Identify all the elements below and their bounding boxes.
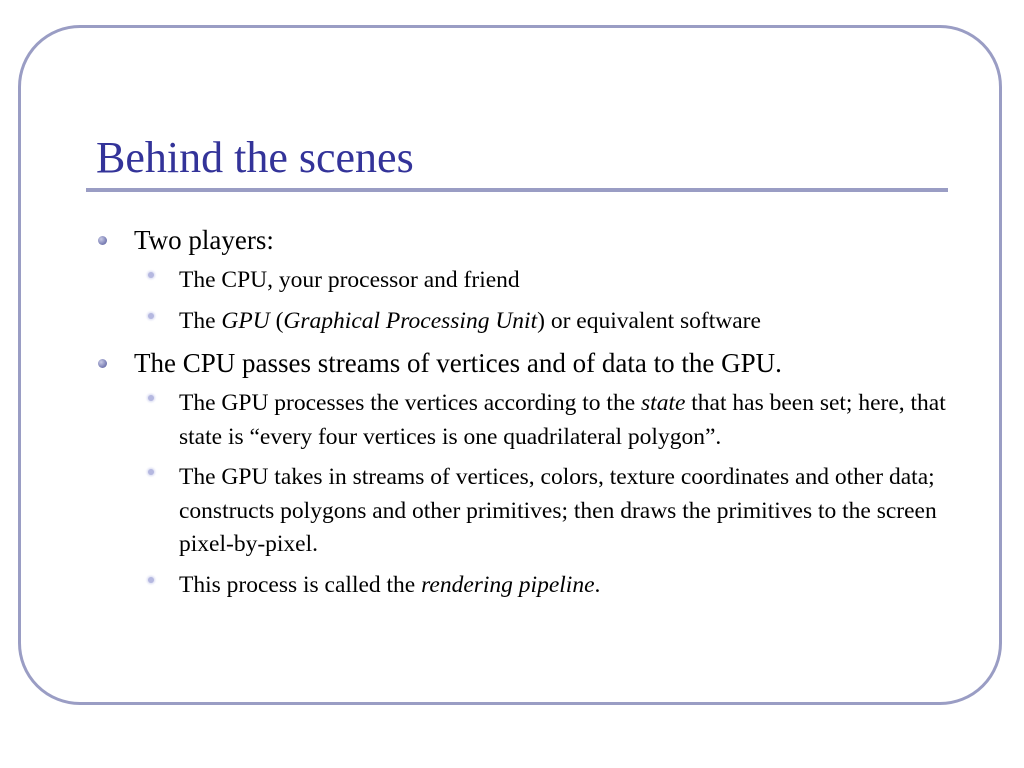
sub-bullet-rendering-pipeline xyxy=(96,569,949,603)
sub-bullet-cpu xyxy=(96,264,946,298)
sub-bullet-dot-icon xyxy=(148,313,154,319)
bullet-dot-icon xyxy=(98,236,107,245)
sub-bullet-dot-icon xyxy=(148,395,154,401)
state-term: state xyxy=(641,390,686,416)
title-underline xyxy=(86,188,948,192)
sub-bullet-text-pre: This process is called the xyxy=(179,571,422,598)
sub-bullet-gpu-processes xyxy=(96,387,949,454)
gpu-full-name: Graphical Processing Unit xyxy=(283,307,538,334)
sub-bullet-text-pre: The GPU processes the vertices according to the xyxy=(179,390,642,416)
bullet-list xyxy=(96,222,946,609)
sub-bullet-text: The GPU takes in streams of vertices, colors, texture coordinates and other data; constructs polygons and other primitives; then draws the primitives to the screen pixel-by-pixel. xyxy=(179,464,937,557)
gpu-term: GPU xyxy=(221,307,270,334)
bullet-text: The CPU passes streams of vertices and of data to the GPU. xyxy=(134,348,782,378)
sub-bullet-text-post: ) or equivalent software xyxy=(537,307,761,334)
sub-bullet-dot-icon xyxy=(148,469,154,475)
paren-open: ( xyxy=(269,307,284,334)
bullet-cpu-passes-streams xyxy=(96,345,946,381)
sub-bullet-dot-icon xyxy=(148,272,154,278)
sub-bullet-gpu-takes-in xyxy=(96,461,949,562)
bullet-two-players xyxy=(96,222,946,258)
bullet-dot-icon xyxy=(98,359,107,368)
sub-bullet-text-post: that has been set; here, that state is “every four vertices is one quadrilateral polygon”. xyxy=(179,390,946,450)
sub-bullet-dot-icon xyxy=(148,577,154,583)
rendering-pipeline-term: rendering pipeline xyxy=(421,571,595,598)
sub-bullet-text: The CPU, your processor and friend xyxy=(179,267,520,293)
sub-bullet-text-pre: The xyxy=(179,307,222,334)
slide-title: Behind the scenes xyxy=(96,133,414,182)
sub-bullet-text-post: . xyxy=(594,571,601,598)
sub-bullet-gpu xyxy=(96,305,946,339)
bullet-text: Two players: xyxy=(134,225,274,255)
